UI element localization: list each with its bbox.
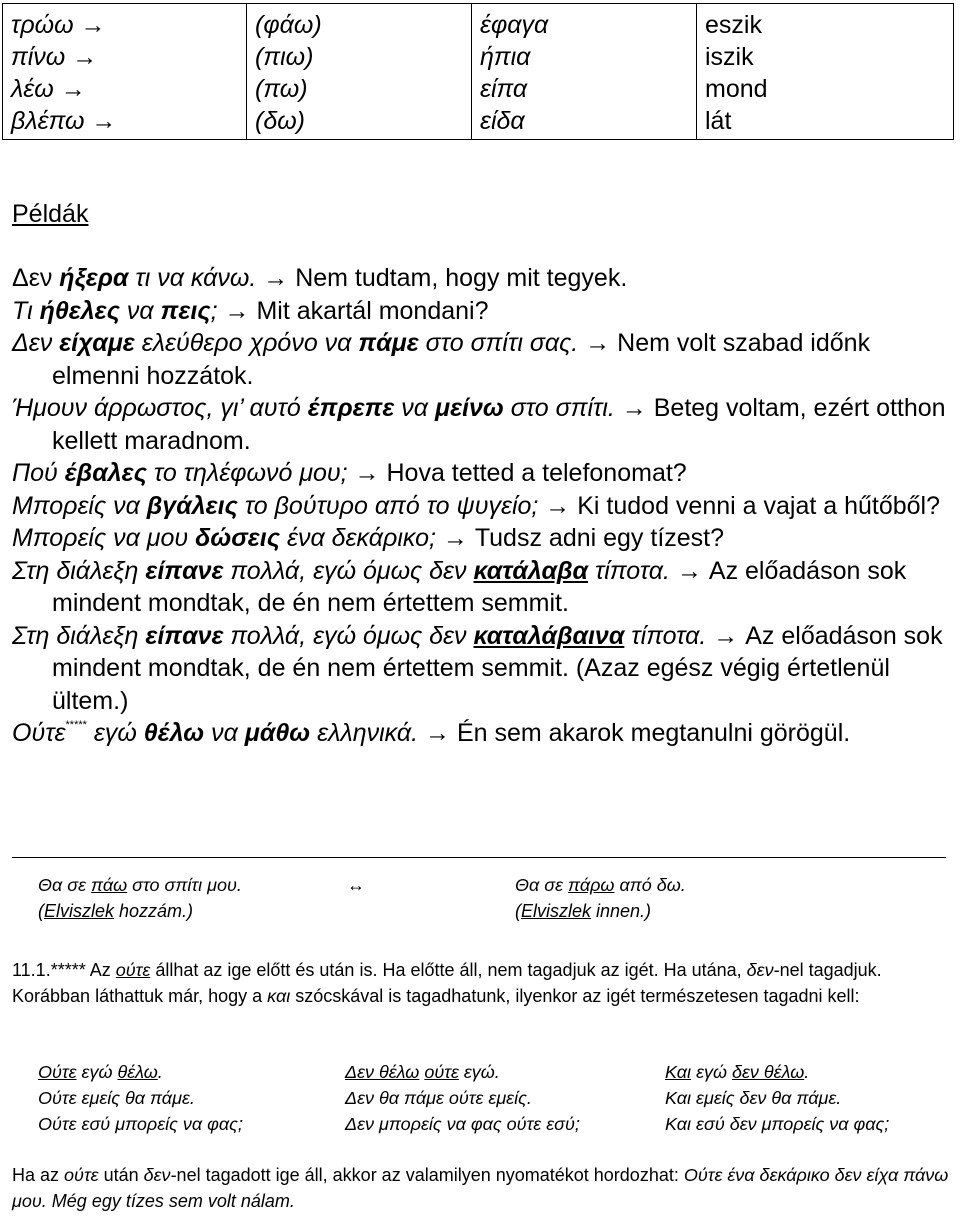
text-run: állhat az ige előtt és után is. Ha előtte áll, nem tagadjuk az igét. Ha utána, [150,960,747,980]
text-run: εγώ [86,719,144,747]
text-run: να [394,394,435,422]
verb-form: βλέπω → [11,107,117,135]
grid-line [38,1059,243,1085]
text-run: είπανε [145,621,224,650]
examples-list [12,262,952,750]
text-run: να [119,296,161,325]
text-run: καταλάβαινα [473,621,625,650]
final-note [12,1162,957,1214]
text-run: -nel tagadott ige áll, akkor az valamilyen nyomatékot hordozhat: [170,1165,684,1185]
text-run: Πού [12,459,65,487]
grid-line [345,1085,580,1111]
example-sentence [12,555,952,620]
grid-line [38,1085,243,1111]
pair-arrow: ↔ [347,875,365,895]
text-run: εγώ [691,1062,732,1082]
grid-line [665,1111,889,1137]
text-run: Δεν θέλω [345,1062,420,1082]
text-run: -nel tagadjuk. Korábban láthattuk már, hogy a [12,960,882,1006]
text-run: Δεν μπορείς να φας ούτε εσύ; [345,1114,580,1134]
text-run: είπανε [145,556,224,585]
verb-form: (δω) [255,107,306,135]
verb-form: (πω) [255,75,308,103]
text-run: Ha az [12,1165,65,1185]
verb-form: είπα [480,75,528,103]
example-sentence [12,717,952,750]
text-run: → Az előadáson sok mindent mondtak, de én nem értettem semmit. (Azaz egész végig értetlenül ültem.) [52,621,943,715]
example-sentence [12,522,952,555]
text-run: Και εσύ δεν μπορείς να φας; [665,1114,890,1134]
text-run: → Én sem akarok megtanulni görögül. [418,719,851,747]
verb-table-cell [697,4,954,140]
text-run: δεν [746,960,774,980]
text-run: τίποτα. [624,621,707,650]
text-run: ( [38,901,44,921]
text-run: πάρω [568,875,615,895]
text-run: Μπορείς να μου [12,524,196,552]
text-run: Τι [12,296,40,325]
text-run: είχαμε [59,329,135,357]
text-run: τίποτα. [588,556,670,585]
pair-right [515,872,686,924]
grid-column-1 [38,1059,243,1137]
verb-form: πίνω → [11,43,98,71]
text-run: μάθω [244,719,311,747]
text-run: στο σπίτι μου. [127,875,242,895]
text-run: Ήμουν άρρωστος, γι’ αυτό [12,394,308,422]
text-run: ούτε [115,960,151,980]
text-run: πολλά, εγώ όμως δεν [223,621,474,650]
text-run: Μπορείς να [12,491,147,520]
example-sentence [12,392,952,457]
verb-form: (πιω) [255,43,314,71]
text-run: Δεν [12,329,60,357]
text-run: μείνω [435,394,504,422]
text-run: ; [210,296,218,325]
text-run: εγώ. [458,1062,500,1082]
text-run: ελεύθερο χρόνο να [134,329,359,357]
grammar-note [12,957,947,1009]
pair-right-line1 [515,872,686,898]
text-run: το τηλέφωνό μου; [146,459,348,487]
verb-form: mond [705,75,768,103]
grid-line [345,1059,580,1085]
text-run: Δεν [12,264,60,292]
divider [12,857,946,858]
grid-line [345,1111,580,1137]
text-run: ήθελες [39,296,120,325]
example-sentence [12,262,952,295]
text-run: → Tudsz adni egy tízest? [435,524,725,552]
verb-form: lát [705,107,732,135]
verb-form: eszik [705,11,762,39]
text-run: Elviszlek [44,901,115,921]
text-run: στο σπίτι σας. [418,329,579,357]
verb-table-cell [247,4,472,140]
pair-right-line2 [515,898,686,924]
text-run: szócskával is tagadhatunk, ilyenkor az igét természetesen tagadni kell: [290,986,860,1006]
text-run: innen.) [591,901,652,921]
text-run: έπρεπε [307,394,395,422]
text-run: ελληνικά. [310,719,419,747]
text-run: και [267,986,291,1006]
text-run: δεν [143,1165,171,1185]
text-run: ούτε [64,1165,99,1185]
grid-line [665,1085,889,1111]
text-run: . [157,1062,163,1082]
example-sentence [12,295,952,328]
verb-form: (φάω) [255,11,322,39]
text-run: βγάλεις [146,491,238,520]
grid-column-2 [345,1059,580,1137]
verb-table-body [3,4,954,140]
text-run: πάω [91,875,128,895]
text-run: → Beteg voltam, ezért otthon kellett maradnom. [52,394,946,455]
pair-left [38,872,242,924]
text-run: θέλω [143,719,205,747]
verb-table-cell [472,4,697,140]
text-run: από δω. [614,875,686,895]
example-sentence [12,620,952,718]
verb-form: τρώω → [11,11,106,39]
text-run: στο σπίτι. [503,394,615,422]
text-run: δώσεις [195,524,281,552]
text-run: θέλω [117,1062,158,1082]
text-run: → Az előadáson sok mindent mondtak, de én nem értettem semmit. [52,556,907,617]
text-run: να [204,719,245,747]
text-run: Και εμείς δεν θα πάμε. [665,1088,842,1108]
verb-form: λέω → [11,75,86,103]
text-run: → Mit akartál mondani? [217,296,489,325]
text-run: τι να κάνω. [128,264,257,292]
example-sentence [12,490,952,523]
text-run: Még egy tízes sem volt nálam. [51,1191,295,1211]
text-run: Δεν θα πάμε ούτε εμείς. [345,1088,532,1108]
example-sentence [12,327,952,392]
text-run: → Ki tudod venni a vajat a hűtőből? [538,491,941,520]
pair-left-line2 [38,898,242,924]
text-run: ένα δεκάρικο; [280,524,436,552]
text-run: Ούτε [38,1062,77,1082]
verb-form: έφαγα [480,11,549,39]
text-run: → Nem volt szabad időnk elmenni hozzátok. [52,329,871,390]
text-run: έβαλες [64,459,147,487]
grid-line [665,1059,889,1085]
verb-form: iszik [705,43,754,71]
text-run: ***** [65,718,87,731]
text-run: ( [515,901,521,921]
text-run: Στη διάλεξη [12,556,146,585]
text-run: után [98,1165,144,1185]
text-run: Θα σε [515,875,569,895]
text-run: ήξερα [59,264,129,292]
text-run: εγώ [76,1062,118,1082]
text-run: πεις [160,296,211,325]
example-sentence [12,457,952,490]
text-run: ούτε [424,1062,459,1082]
text-run: hozzám.) [114,901,194,921]
text-run: το βούτυρο από το ψυγείο; [237,491,539,520]
verb-table-row [3,4,954,140]
text-run: → Nem tudtam, hogy mit tegyek. [256,264,628,292]
verb-form: ήπια [480,43,531,71]
text-run: Θα σε [38,875,92,895]
text-run: Ούτε εσύ μπορείς να φας; [38,1114,243,1134]
text-run: κατάλαβα [473,556,588,585]
text-run: Ούτε ένα δεκάρικο δεν είχα πάνω μου. [12,1165,949,1211]
grid-line [38,1111,243,1137]
text-run: δεν θέλω [732,1062,805,1082]
text-run: → Hova tetted a telefonomat? [347,459,687,487]
text-run: Ούτε εμείς θα πάμε. [38,1088,195,1108]
text-run: Elviszlek [521,901,592,921]
text-run: Στη διάλεξη [12,621,146,650]
verb-table [2,3,954,140]
grid-column-3 [665,1059,889,1137]
verb-table-cell [3,4,247,140]
text-run: Και [665,1062,692,1082]
text-run: Ούτε [12,719,66,747]
text-run: πάμε [358,329,419,357]
text-run: . [804,1062,810,1082]
text-run: πολλά, εγώ όμως δεν [223,556,474,585]
pair-left-line1 [38,872,242,898]
verb-form: είδα [480,107,525,135]
text-run: 11.1.***** Az [12,960,116,980]
examples-heading: Példák [12,200,89,228]
